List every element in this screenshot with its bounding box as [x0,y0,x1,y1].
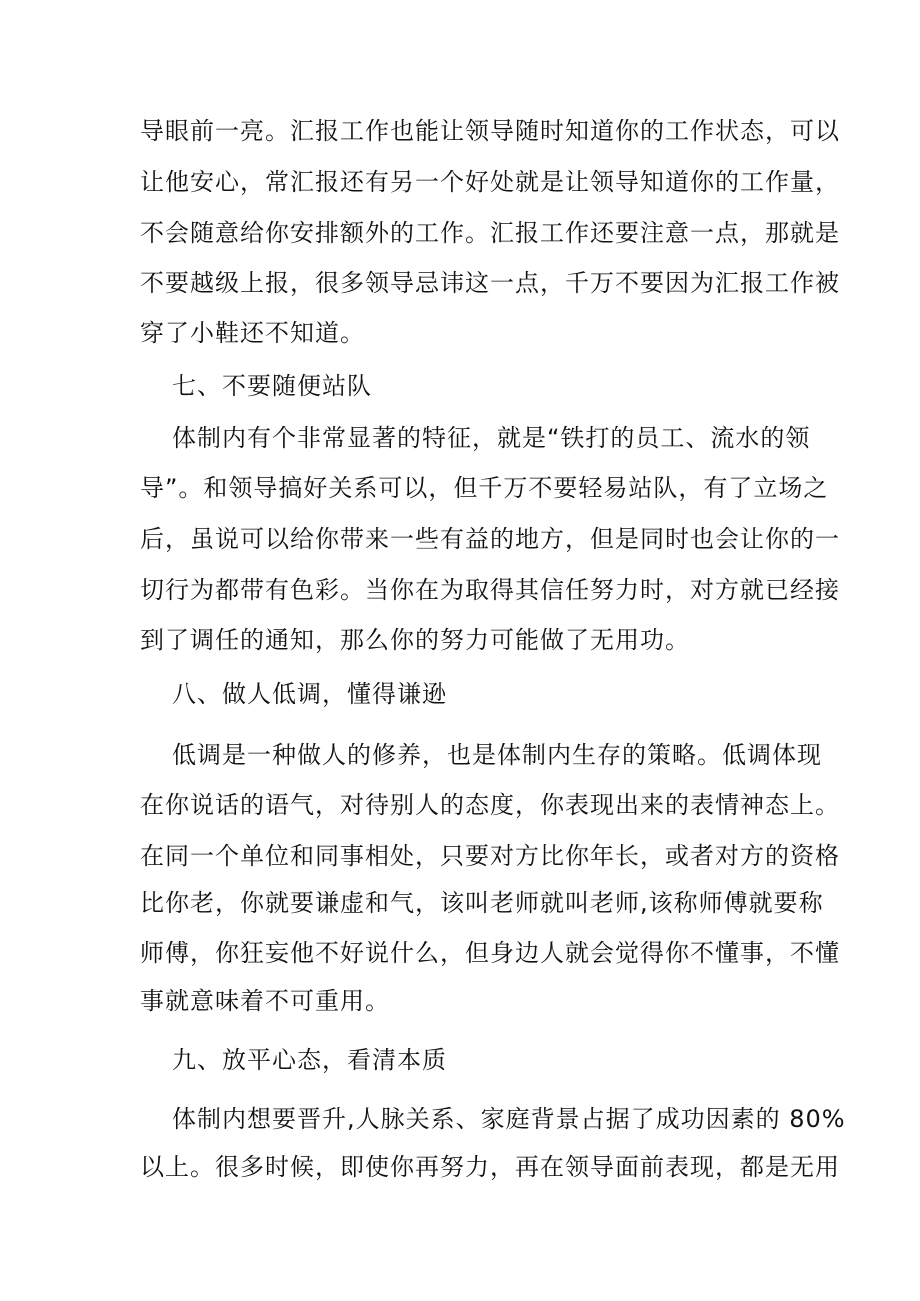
paragraph-line: 穿了小鞋还不知道。 [140,319,365,347]
paragraph-line: 导”。和领导搞好关系可以，但千万不要轻易站队，有了立场之 [140,474,829,502]
paragraph-line: 到了调任的通知，那么你的努力可能做了无用功。 [140,626,690,654]
paragraph-line: 在你说话的语气，对待别人的态度，你表现出来的表情神态上。 [140,791,840,819]
section-heading-8: 八、做人低调，懂得谦逊 [172,680,447,708]
paragraph-line: 让他安心，常汇报还有另一个好处就是让领导知道你的工作量， [140,168,840,196]
section-heading-9: 九、放平心态，看清本质 [172,1046,447,1074]
paragraph-line: 师傅，你狂妄他不好说什么，但身边人就会觉得你不懂事，不懂 [140,939,840,967]
paragraph-line: 比你老，你就要谦虚和气，该叫老师就叫老师,该称师傅就要称 [140,889,824,917]
paragraph-line: 体制内想要晋升,人脉关系、家庭背景占据了成功因素的 80% [172,1105,846,1133]
paragraph-line: 体制内有个非常显著的特征，就是“铁打的员工、流水的领 [172,424,811,452]
paragraph-line: 后，虽说可以给你带来一些有益的地方，但是同时也会让你的一 [140,525,840,553]
section-heading-7: 七、不要随便站队 [172,372,372,400]
paragraph-line: 不要越级上报，很多领导忌讳这一点，千万不要因为汇报工作被 [140,269,840,297]
paragraph-line: 切行为都带有色彩。当你在为取得其信任努力时，对方就已经接 [140,576,840,604]
paragraph-line: 事就意味着不可重用。 [140,987,390,1015]
paragraph-line: 以上。很多时候，即使你再努力，再在领导面前表现，都是无用 [140,1153,840,1181]
paragraph-line: 不会随意给你安排额外的工作。汇报工作还要注意一点，那就是 [140,219,840,247]
paragraph-line: 低调是一种做人的修养，也是体制内生存的策略。低调体现 [172,741,822,769]
paragraph-line: 在同一个单位和同事相处，只要对方比你年长，或者对方的资格 [140,842,840,870]
paragraph-line: 导眼前一亮。汇报工作也能让领导随时知道你的工作状态，可以 [140,117,840,145]
